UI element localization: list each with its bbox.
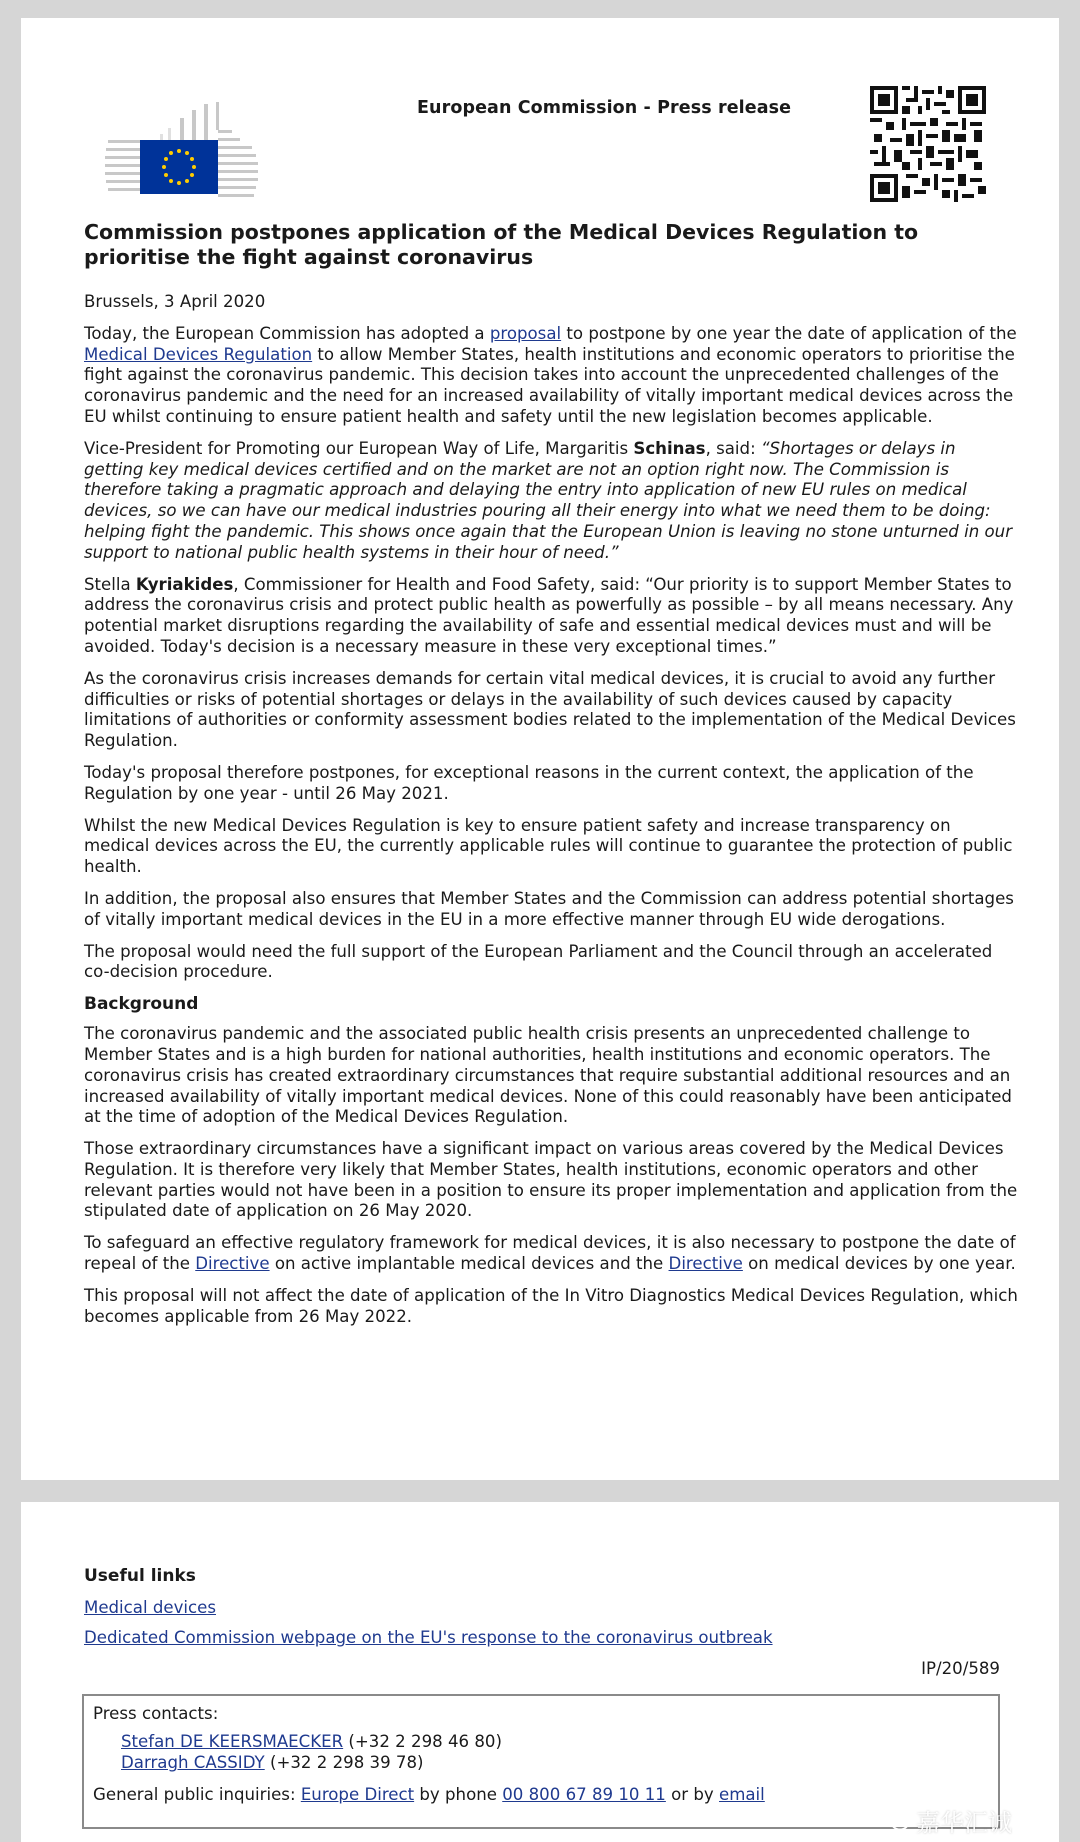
useful-links-heading: Useful links xyxy=(84,1566,196,1586)
headline: Commission postpones application of the Medical Devices Regulation to prioritise the fight against coronavirus xyxy=(84,220,919,269)
medical-devices-link[interactable]: Medical devices xyxy=(84,1598,216,1617)
contact-name-link[interactable]: Darragh CASSIDY xyxy=(121,1753,265,1772)
press-release-label: European Commission - Press release xyxy=(417,98,792,118)
phone-number-link[interactable]: 00 800 67 89 10 11 xyxy=(502,1785,666,1804)
background-paragraph-4: This proposal will not affect the date of application of the In Vitro Diagnostics Medical Devices Regulation, which becomes applicable from 26 May 2022. xyxy=(84,1285,1018,1326)
paragraph-derogations: In addition, the proposal also ensures that Member States and the Commission can address potential shortages of vitally important medical devices in the EU in a more effective manner through EU wide derogations. xyxy=(84,888,1014,929)
europe-direct-link[interactable]: Europe Direct xyxy=(300,1785,415,1804)
paragraph-crisis-demand: As the coronavirus crisis increases demands for certain vital medical devices, it is crucial to avoid any further difficulties or risks of potential shortages or delays in the availability of such devices caused by capacity limitations of authorities or conformity assessment bodies related to the implementation of the Medical Devices Regulation. xyxy=(84,668,1016,751)
press-contact: Darragh CASSIDY (+32 2 298 39 78) xyxy=(121,1753,424,1772)
background-paragraph-2: Those extraordinary circumstances have a significant impact on various areas covered by the Medical Devices Regulation. It is therefore very likely that Member States, health institutions, economic operators and other relevant parties would not have been in a position to ensure its proper implementation and application from the stipulated date of application on 26 May 2020. xyxy=(84,1139,1018,1221)
press-contact: Stefan DE KEERSMAECKER (+32 2 298 46 80) xyxy=(121,1732,502,1751)
press-release-body xyxy=(84,292,1020,1338)
proposal-link[interactable]: proposal xyxy=(489,323,562,343)
public-inquiries: General public inquiries: Europe Direct by phone 00 800 67 89 10 11 or by email xyxy=(93,1785,765,1804)
email-link[interactable]: email xyxy=(719,1785,765,1804)
paragraph-codecision: The proposal would need the full support of the European Parliament and the Council through an accelerated co-decision procedure. xyxy=(84,941,993,982)
contact-name-link[interactable]: Stefan DE KEERSMAECKER xyxy=(121,1732,344,1751)
coronavirus-response-link[interactable]: Dedicated Commission webpage on the EU's response to the coronavirus outbreak xyxy=(84,1628,773,1647)
background-heading: Background xyxy=(84,994,199,1015)
wechat-watermark xyxy=(880,1807,1012,1837)
european-commission-logo xyxy=(100,100,280,208)
medical-devices-regulation-link[interactable]: Medical Devices Regulation xyxy=(84,344,313,364)
paragraph-schinas-quote: Vice-President for Promoting our European Way of Life, Margaritis Schinas, said: “Shortages or delays in getting key medical devices certified and on the market are not an option right now. The Commission is therefore taking a pragmatic approach and delaying the entry into application of new EU rules on medical devices, so we can have our medical industries pouring all their energy into what we need them to be doing: helping fight the pandemic. This shows once again that the European Union is leaving no stone unturned in our support to national public health systems in their hour of need.” xyxy=(84,438,1013,562)
watermark-text: 嘉华汇诚 xyxy=(916,1808,1012,1837)
wechat-icon xyxy=(880,1807,910,1833)
directive-link-1[interactable]: Directive xyxy=(195,1254,270,1274)
paragraph-patient-safety: Whilst the new Medical Devices Regulation is key to ensure patient safety and increase transparency on medical devices across the EU, the currently applicable rules will continue to guarantee the protection of public health. xyxy=(84,815,1013,877)
qr-code[interactable] xyxy=(870,86,986,202)
directive-link-2[interactable]: Directive xyxy=(668,1254,743,1274)
paragraph-kyriakides-quote: Stella Kyriakides, Commissioner for Health and Food Safety, said: “Our priority is to support Member States to address the coronavirus crisis and protect public health as powerfully as possible – by all means necessary. Any potential market disruptions regarding the availability of safe and essential medical devices must and will be avoided. Today's decision is a necessary measure in these very exceptional times.” xyxy=(84,574,1014,656)
background-paragraph-3: To safeguard an effective regulatory framework for medical devices, it is also necessary to postpone the date of repeal of the Directive on active implantable medical devices and the Directive on medical devices by one year. xyxy=(84,1233,1016,1274)
paragraph-postpone: Today's proposal therefore postpones, for exceptional reasons in the current context, the application of the Regulation by one year - until 26 May 2021. xyxy=(84,762,974,803)
links-and-contacts-page xyxy=(21,1502,1059,1842)
press-contacts-label: Press contacts: xyxy=(93,1704,219,1723)
reference-number: IP/20/589 xyxy=(921,1659,1000,1678)
press-release-page xyxy=(21,18,1059,1480)
press-contacts-box xyxy=(82,1694,1000,1829)
release-date: Brussels, 3 April 2020 xyxy=(84,292,266,311)
paragraph-intro: Today, the European Commission has adopted a proposal to postpone by one year the date of application of the Medical Devices Regulation to allow Member States, health institutions and economic operators to prioritise the fight against the coronavirus pandemic. This decision takes into account the unprecedented challenges of the coronavirus pandemic and the need for an increased availability of vitally important medical devices across the EU whilst continuing to ensure patient health and safety until the new legislation becomes applicable. xyxy=(84,323,1017,426)
background-paragraph-1: The coronavirus pandemic and the associated public health crisis presents an unprecedented challenge to Member States and is a high burden for national authorities, health institutions and economic operators. The coronavirus crisis has created extraordinary circumstances that require substantial additional resources and an increased availability of vitally important medical devices. None of this could reasonably have been anticipated at the time of adoption of the Medical Devices Regulation. xyxy=(84,1024,1012,1127)
